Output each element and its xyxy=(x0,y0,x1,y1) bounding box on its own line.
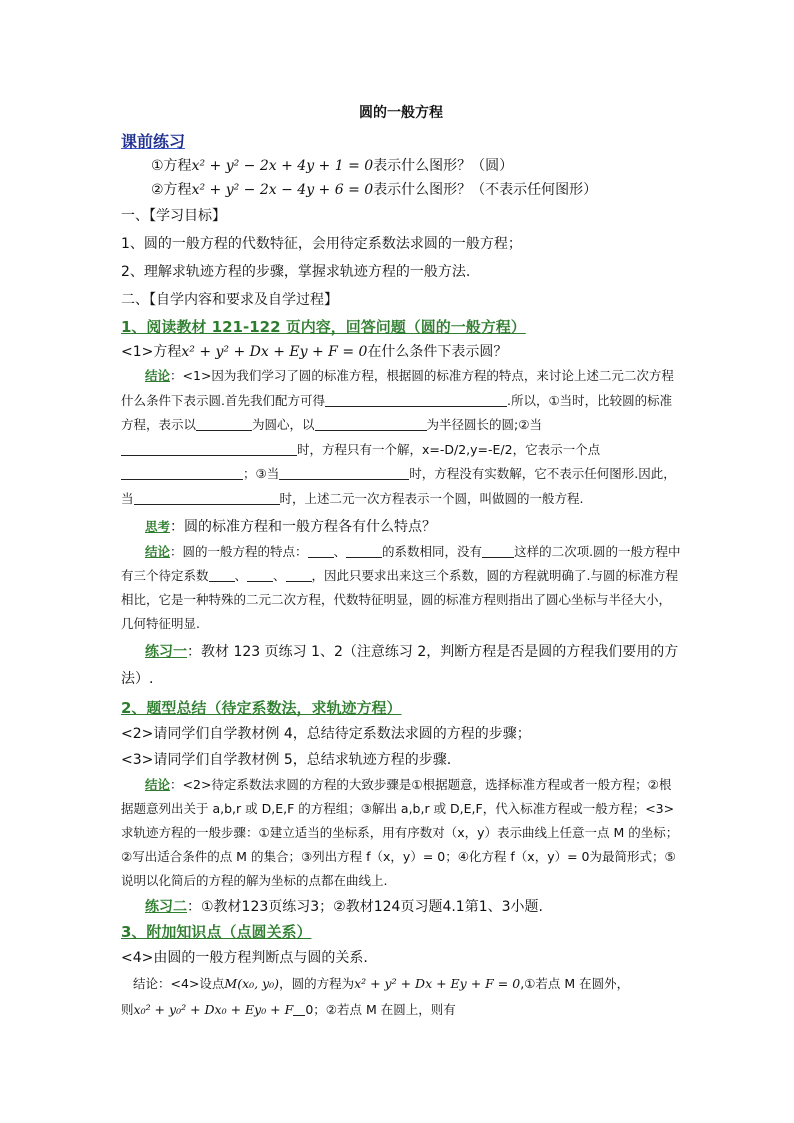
fill-blank[interactable] xyxy=(286,567,312,582)
equation: x² + y² − 2x − 4y + 6 = 0 xyxy=(191,182,374,198)
conclusion-label: 结论 xyxy=(145,776,171,792)
section-2-conclusion: 结论：<2>待定系数法求圆的方程的大致步骤是①根据题意，选择标准方程或者一般方程；②根据题意列出关于 a,b,r 或 D,E,F 的方程组；③解出 a,b,r 或 D,E,F，代入标准方程或一般方程；<3>求轨迹方程的一般步骤：①建立适当的坐标系，用有序数对（x，y）表示曲线上任意一点 M 的坐标；②写出适合条件的点 M 的集合；③列出方程 f（x，y）= 0；④化方程 f（x，y）= 0为最简形式；⑤说明以化简后的方程的解为坐标的点都在曲线上. xyxy=(121,776,679,888)
goal-item-1: 1、圆的一般方程的代数特征，会用待定系数法求圆的一般方程； xyxy=(121,236,522,252)
conclusion-label: 结论 xyxy=(145,543,171,559)
fill-blank[interactable] xyxy=(196,416,252,431)
document-title: 圆的一般方程 xyxy=(359,105,443,121)
pre-practice-heading-text: 课前练习 xyxy=(121,132,186,151)
expression: x₀² + y₀² + Dx₀ + Ey₀ + F xyxy=(133,1001,294,1017)
fill-blank[interactable] xyxy=(209,567,235,582)
fill-blank[interactable] xyxy=(308,543,334,558)
goals-heading: 一、【学习目标】 xyxy=(121,208,226,224)
section-1-think: 思考：圆的标准方程和一般方程各有什么特点？ xyxy=(145,519,437,535)
practice-1: 练习一：教材 123 页练习 1、2（注意练习 2，判断方程是否是圆的方程我们要用的方法）. xyxy=(121,643,679,687)
section-3-question: <4>由圆的一般方程判断点与圆的关系. xyxy=(121,949,368,966)
document-page xyxy=(121,96,681,1023)
think-label: 思考 xyxy=(145,519,171,534)
fill-blank[interactable] xyxy=(134,490,280,505)
conclusion-label: 结论 xyxy=(145,368,171,383)
section-3-heading: 3、附加知识点（点圆关系） xyxy=(121,922,312,941)
section-1-heading: 1、阅读教材 121-122 页内容，回答问题（圆的一般方程） xyxy=(121,318,526,336)
section-1-conclusion: 结论：<1>因为我们学习了圆的标准方程，根据圆的标准方程的特点，来讨论上述二元二次方程什么条件下表示圆.首先我们配方可得 .所以，①当时，比较圆的标准方程，表示以 为圆心，以 为半径圆长的圆;②当时，方程只有一个解，x=-D/2,y=-E/2，它表示一个点；③当 时，方程没有实数解，它不表示任何图形.因此，当 时，上述二元一次方程表示一个圆，叫做圆的一般方程. xyxy=(121,368,676,506)
fill-blank[interactable] xyxy=(346,543,382,558)
goal-item-2: 2、理解求轨迹方程的步骤，掌握求轨迹方程的一般方法. xyxy=(121,264,471,280)
fill-blank[interactable] xyxy=(482,543,514,558)
fill-blank[interactable] xyxy=(121,465,243,480)
section-2-item-1: <2>请同学们自学教材例 4，总结待定系数法求圆的方程的步骤； xyxy=(121,725,531,742)
section-1-conclusion-2: 结论：圆的一般方程的特点： 、 的系数相同，没有 这样的二次项.圆的一般方程中有三个待定系数 、 、 ，因此只要求出来这三个系数，圆的方程就明确了.与圆的标准方程相比，它是一种特殊的二元二次方程，代数特征明显，圆的标准方程则指出了圆心坐标与半径大小，几何特征明显. xyxy=(121,543,681,631)
point-expression: M(x₀, y₀) xyxy=(224,975,280,991)
fill-blank[interactable] xyxy=(315,416,427,431)
practice-2: 练习二：①教材123页练习3；②教材124页习题4.1第1、3小题. xyxy=(145,898,543,915)
practice-label: 练习一 xyxy=(145,643,187,660)
section-2-heading: 2、题型总结（待定系数法，求轨迹方程） xyxy=(121,698,402,717)
process-heading: 二、【自学内容和要求及自学过程】 xyxy=(121,292,338,308)
equation: x² + y² − 2x + 4y + 1 = 0 xyxy=(191,158,374,174)
fill-blank[interactable] xyxy=(279,465,409,480)
pre-practice-heading xyxy=(121,130,681,154)
pre-question-2: ②方程x² + y² − 2x − 4y + 6 = 0表示什么图形？（不表示任何图形） xyxy=(151,182,598,198)
fill-blank[interactable] xyxy=(293,1001,305,1016)
section-3-conclusion: 结论：<4>设点M(x₀, y₀)，圆的方程为x² + y² + Dx + Ey + F = 0,①若点 M 在圆外， 则x₀² + y₀² + Dx₀ + Ey₀ + F 0；②若点 M 在圆上，则有 xyxy=(121,975,630,1017)
section-2-item-2: <3>请同学们自学教材例 5，总结求轨迹方程的步骤. xyxy=(121,751,452,768)
pre-question-1: ①方程x² + y² − 2x + 4y + 1 = 0表示什么图形？（圆） xyxy=(151,158,514,174)
fill-blank[interactable] xyxy=(121,441,297,456)
equation: x² + y² + Dx + Ey + F = 0 xyxy=(181,344,368,360)
conclusion-label: 结论 xyxy=(133,975,159,991)
section-1-question: <1>方程x² + y² + Dx + Ey + F = 0在什么条件下表示圆？ xyxy=(121,344,508,360)
practice-label: 练习二 xyxy=(145,898,187,915)
equation: x² + y² + Dx + Ey + F = 0 xyxy=(354,975,521,991)
fill-blank[interactable] xyxy=(325,392,507,407)
fill-blank[interactable] xyxy=(247,567,273,582)
